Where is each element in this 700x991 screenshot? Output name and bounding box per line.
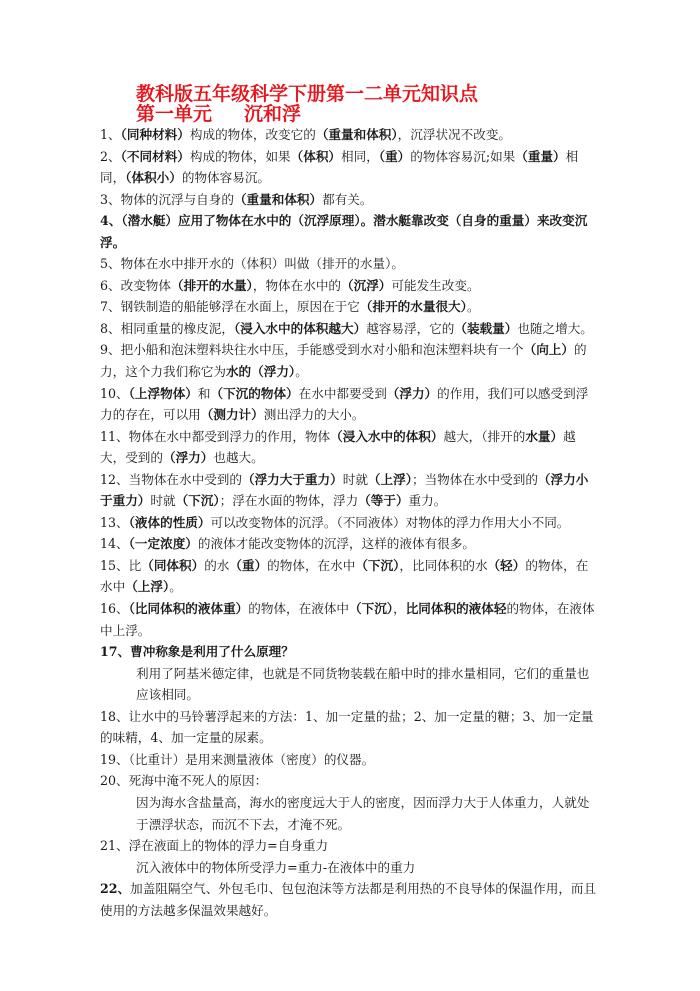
bold-keyword: （体积小） [125,170,182,186]
bold-keyword: （上浮物体） [128,385,198,401]
item-text: 钢铁制造的船能够浮在水面上，原因在于它 [120,299,360,315]
item-text: 构成的物体，如果 [189,148,291,164]
item-20-answer: 因为海水含盐量高，海水的密度远大于人的密度，因而浮力大于人体重力，人就处于漂浮状态，而沉不下去，才淹不死。 [136,794,590,832]
item-text: 构成的物体，改变它的 [189,127,316,142]
item-text: 相同， [100,148,579,186]
list-item-1 [100,124,600,146]
item-text: 的物体，在水中 [267,557,356,573]
item-text: 。 [466,299,480,315]
item-text: （比重计）是用来测量液体（密度）的仪器。 [128,751,375,767]
list-item-7 [100,296,600,318]
item-text: 也随之增大。 [517,320,593,336]
bold-keyword: 水的 [225,364,252,380]
list-item-16 [100,598,600,641]
item-text: 让水中的马铃薯浮起来的方法：1、加一定量的盐；2、加一定量的糖；3、加一定量的味精，4、加一定量的尿素。 [100,708,594,746]
items-host [100,124,600,663]
bold-keyword: （重量） [515,148,566,164]
item-text: 在水中都要受到 [298,385,387,401]
list-item-15 [100,555,600,598]
bold-keyword: （浮力小于重力） [100,471,589,509]
item-text: 的物体，在液体中 [248,601,350,617]
item-text: 都有关。 [322,191,373,207]
item-number: 11、 [100,428,129,444]
list-item-6 [100,275,600,297]
bold-keyword: （同种材料） [120,127,190,142]
item-text: 。 [169,579,182,595]
item-text: ；浮在水面的物体，浮力 [219,493,359,509]
bold-keyword: （下沉） [355,557,400,573]
bold-keyword: （上浮） [367,471,412,487]
bold-keyword: （体积） [290,148,341,164]
bold-keyword: （沉浮） [341,277,392,293]
item-text: 物体在水中都受到浮力的作用，物体 [128,428,331,444]
bold-keyword: （同体积） [141,557,205,573]
item-text: ，物体在水中的 [252,277,341,293]
list-item-10 [100,383,600,426]
item-number: 12、 [100,471,129,487]
item-text: 比 [128,557,142,573]
bold-keyword: （下沉） [175,493,220,509]
bold-keyword: 曹冲称象是利用了什么原理？ [130,644,294,660]
item-number: 3、 [100,191,121,207]
item-number: 13、 [100,514,129,530]
item-text: 的水 [204,557,230,573]
list-item-4 [100,210,600,253]
item-number: 14、 [100,536,129,552]
item-text: 也越大。 [213,450,264,466]
bold-keyword: 。潜水艇靠改变 [360,213,449,229]
item-text: 浮在液面上的物体的浮力=自身重力 [128,838,329,854]
list-item-20 [100,770,600,792]
item-text: 的液体才能改变物体的沉浮，这样的液体有很多。 [197,536,475,552]
bold-keyword: （浮力大于重力） [241,471,343,487]
bold-keyword: 比同体积的液体轻 [405,601,507,617]
item-number: 19、 [100,751,129,767]
list-item-12 [100,469,600,512]
item-text: 相同重量的橡皮泥， [120,320,234,336]
item-text: 当物体在水中受到的 [128,471,242,487]
item-text: 时就 [150,493,176,509]
item-number: 18、 [100,708,129,724]
item-number: 21、 [100,838,129,854]
item-number: 8、 [100,320,121,336]
bold-keyword: （测力计） [200,407,264,423]
list-item-8 [100,318,600,340]
bold-keyword: （浮力） [162,450,214,466]
bold-keyword: （比同体积的液体重） [128,601,249,617]
bold-keyword: （重量和体积） [233,191,323,207]
list-item-18 [100,706,600,749]
bold-keyword: （上浮） [125,579,170,595]
item-text: 越大，受到的 [100,428,576,466]
item-number: 9、 [100,342,121,358]
item-text: 的作用，我们可以感受到浮力的存在，可以用 [100,385,589,423]
item-number: 1、 [100,127,121,142]
list-item-3 [100,189,600,211]
item-text: 物体的沉浮与自身的 [120,191,234,207]
item-number: 22、 [100,881,131,897]
list-item-21 [100,835,600,857]
item-text: 可以改变物体的沉浮。（不同液体）对物体的浮力作用大小不同。 [210,514,570,530]
list-item-22 [100,878,600,921]
item-text: ，沉浮状况不改变。 [397,127,512,142]
list-item-19 [100,749,600,771]
item-text: 越容易浮，它的 [366,320,455,336]
bold-keyword: （不同材料） [120,148,190,164]
item-number: 15、 [100,557,129,573]
bold-keyword: （向上） [523,342,574,358]
list-item-5 [100,253,600,275]
item-text: 的物体容易沉;如果 [410,148,516,164]
item-number: 10、 [100,385,129,401]
item-text: 的物体容易沉。 [181,170,271,186]
item-number: 20、 [100,773,129,789]
bold-keyword: （自身的重量） [448,213,537,229]
bold-keyword: （重） [229,557,268,573]
item-text: 改变物体 [120,277,171,293]
item-text: 和 [197,385,211,401]
item-text: ，比同体积的水 [399,557,488,573]
list-item-11 [100,426,600,469]
bold-keyword: （排开的水量很大） [359,299,467,315]
bold-keyword: （一定浓度） [128,536,198,552]
item-number: 16、 [100,601,129,617]
bold-keyword: （重量和体积） [315,127,398,142]
unit-heading [136,103,301,125]
item-text: 重力。 [408,493,447,509]
item-text: 把小船和泡沫塑料块往水中压，手能感受到水对小船和泡沫塑料块有一个 [120,342,524,358]
list-item-13 [100,512,600,534]
unit-label: 第一单元 [136,103,213,125]
bold-keyword: （浮力） [251,364,296,380]
item-text: 相同， [341,148,379,164]
list-item-2 [100,146,600,189]
bold-keyword: （沉浮原理） [291,213,361,229]
bold-keyword: （等于） [358,493,409,509]
unit-name: 沉和浮 [244,103,302,125]
item-text: 。 [295,364,308,380]
item-text: 的力，这个力我们称它为 [100,342,587,380]
bold-keyword: （浸入水中的体积越大） [233,320,367,336]
item-text: 应用了物体在水中的 [178,213,292,229]
item-17-answer: 利用了阿基米德定律，也就是不同货物装载在船中时的排水量相同，它们的重量也应该相同。 [136,665,590,703]
bold-keyword: （潜水艇） [121,213,179,229]
item-text: 物体在水中排开水的（体积）叫做（排开的水量）。 [120,256,404,272]
item-number: 4、 [100,213,122,229]
bold-keyword: 水量） [525,428,564,444]
bold-keyword: （轻） [487,557,526,573]
item-text: 测出浮力的大小。 [263,407,365,423]
bold-keyword: （排开的水量） [170,277,253,293]
item-number: 2、 [100,148,121,164]
bold-keyword: （装载量） [454,320,518,336]
bold-keyword: （液体的性质） [128,514,211,530]
item-text: ， [393,601,406,617]
bold-keyword: （下沉） [349,601,394,617]
item-21-answer: 沉入液体中的物体所受浮力=重力-在液体中的重力 [136,859,416,875]
item-text: 可能发生改变。 [391,277,480,293]
item-text: 的物体，在水中 [100,557,589,595]
list-item-17 [100,641,600,663]
bold-keyword: （重） [378,148,411,164]
knowledge-list [100,124,600,921]
document-title: 教科版五年级科学下册第一二单元知识点 [136,83,479,105]
item-number: 7、 [100,299,121,315]
item-text: 的物体，在液体中上浮。 [100,601,595,638]
item-number: 17、 [100,644,131,660]
list-item-9 [100,339,600,382]
bold-keyword: （浮力） [386,385,438,401]
item-text: 死海中淹不死人的原因： [128,773,268,789]
bold-keyword: （浸入水中的体积） [330,428,444,444]
bold-keyword: 来改变沉浮。 [100,213,588,250]
list-item-14 [100,533,600,555]
item-number: 5、 [100,256,121,272]
item-text: 加盖阻隔空气、外包毛巾、包包泡沫等方法都是利用热的不良导体的保温作用，而且使用的方法越多保温效果越好。 [100,881,597,918]
item-text: ；当物体在水中受到的 [411,471,538,487]
item-text: 时就 [342,471,368,487]
bold-keyword: （下沉的物体） [210,385,299,401]
item-number: 6、 [100,277,121,293]
item-text: 越大，（排开的 [443,428,526,444]
